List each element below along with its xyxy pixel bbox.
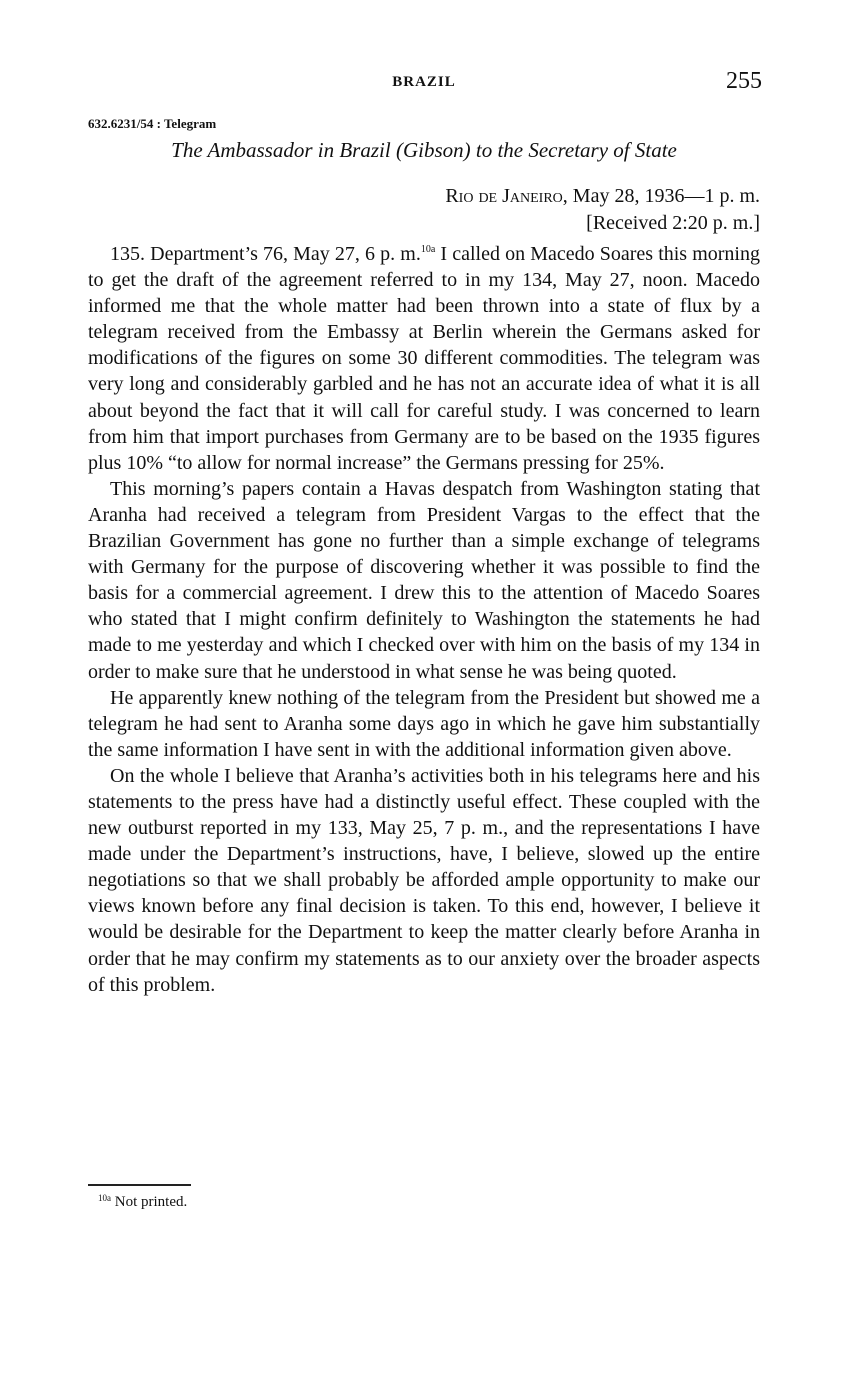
telegram-body [88,241,760,998]
paragraph-1-lead: 135. Department’s 76, May 27, 6 p. m. [110,243,421,265]
footnote-divider [88,1184,191,1186]
dateline-place: Rio de Janeiro [445,185,563,207]
document-title: The Ambassador in Brazil (Gibson) to the Secretary of State [171,138,677,162]
running-title: BRAZIL [392,74,456,90]
footnote-reference: 10a [420,244,436,255]
footnote-marker: 10a [98,1193,111,1203]
paragraph-1-text: I called on Macedo Soares this morning to get the draft of the agreement referred to in my 134, May 27, noon. Macedo informed me that the whole matter had been thrown into a state of flux by a telegram received from the Embassy at Berlin wherein the Germans asked for modifications of the figures on some 30 different commodities. The telegram was very long and considerably garbled and he has not an accurate idea of what it is all about beyond the fact that it will call for careful study. I was concerned to learn from him that import purchases from Germany are to be based on the 1935 figures plus 10% “to allow for normal increase” the Germans pressing for 25%. [88,243,760,474]
page-number: 255 [726,68,762,94]
dateline-date: , May 28, 1936—1 p. m. [562,185,760,207]
paragraph-3: He apparently knew nothing of the telegram from the President but showed me a telegram he had sent to Aranha some days ago in which he gave him substantially the same information I have sent in with the additional information given above. [88,686,760,761]
dateline-received: [Received 2:20 p. m.] [586,212,760,234]
footnote-text: Not printed. [111,1194,188,1210]
paragraph-2: This morning’s papers contain a Havas despatch from Washington stating that Aranha had received a telegram from President Vargas to the effect that the Brazilian Government has gone no further than a simple exchange of telegrams with Germany for the purpose of discovering whether it was possible to find the basis for a commercial agreement. I drew this to the attention of Macedo Soares who stated that I might confirm definitely to Washington the statements he had made to me yesterday and which I checked over with him on the basis of my 134 in order to make sure that he understood in what sense he was being quoted. [88,477,760,683]
footnote [98,1194,187,1211]
paragraph-4: On the whole I believe that Aranha’s activities both in his telegrams here and his statements to the press have had a distinctly useful effect. These coupled with the new outburst reported in my 133, May 25, 7 p. m., and the representations I have made under the Department’s instructions, have, I believe, slowed up the entire negotiations so that we shall probably be afforded ample opportunity to make our views known before any final decision is taken. To this end, however, I believe it would be desirable for the Department to keep the matter clearly before Aranha in order that he may confirm my statements as to our anxiety over the broader aspects of this problem. [88,764,760,996]
running-header [88,68,760,98]
dateline [445,183,760,237]
dateline-sent [445,183,760,210]
file-reference: 632.6231/54 : Telegram [88,116,217,131]
paragraph-1 [88,241,760,476]
